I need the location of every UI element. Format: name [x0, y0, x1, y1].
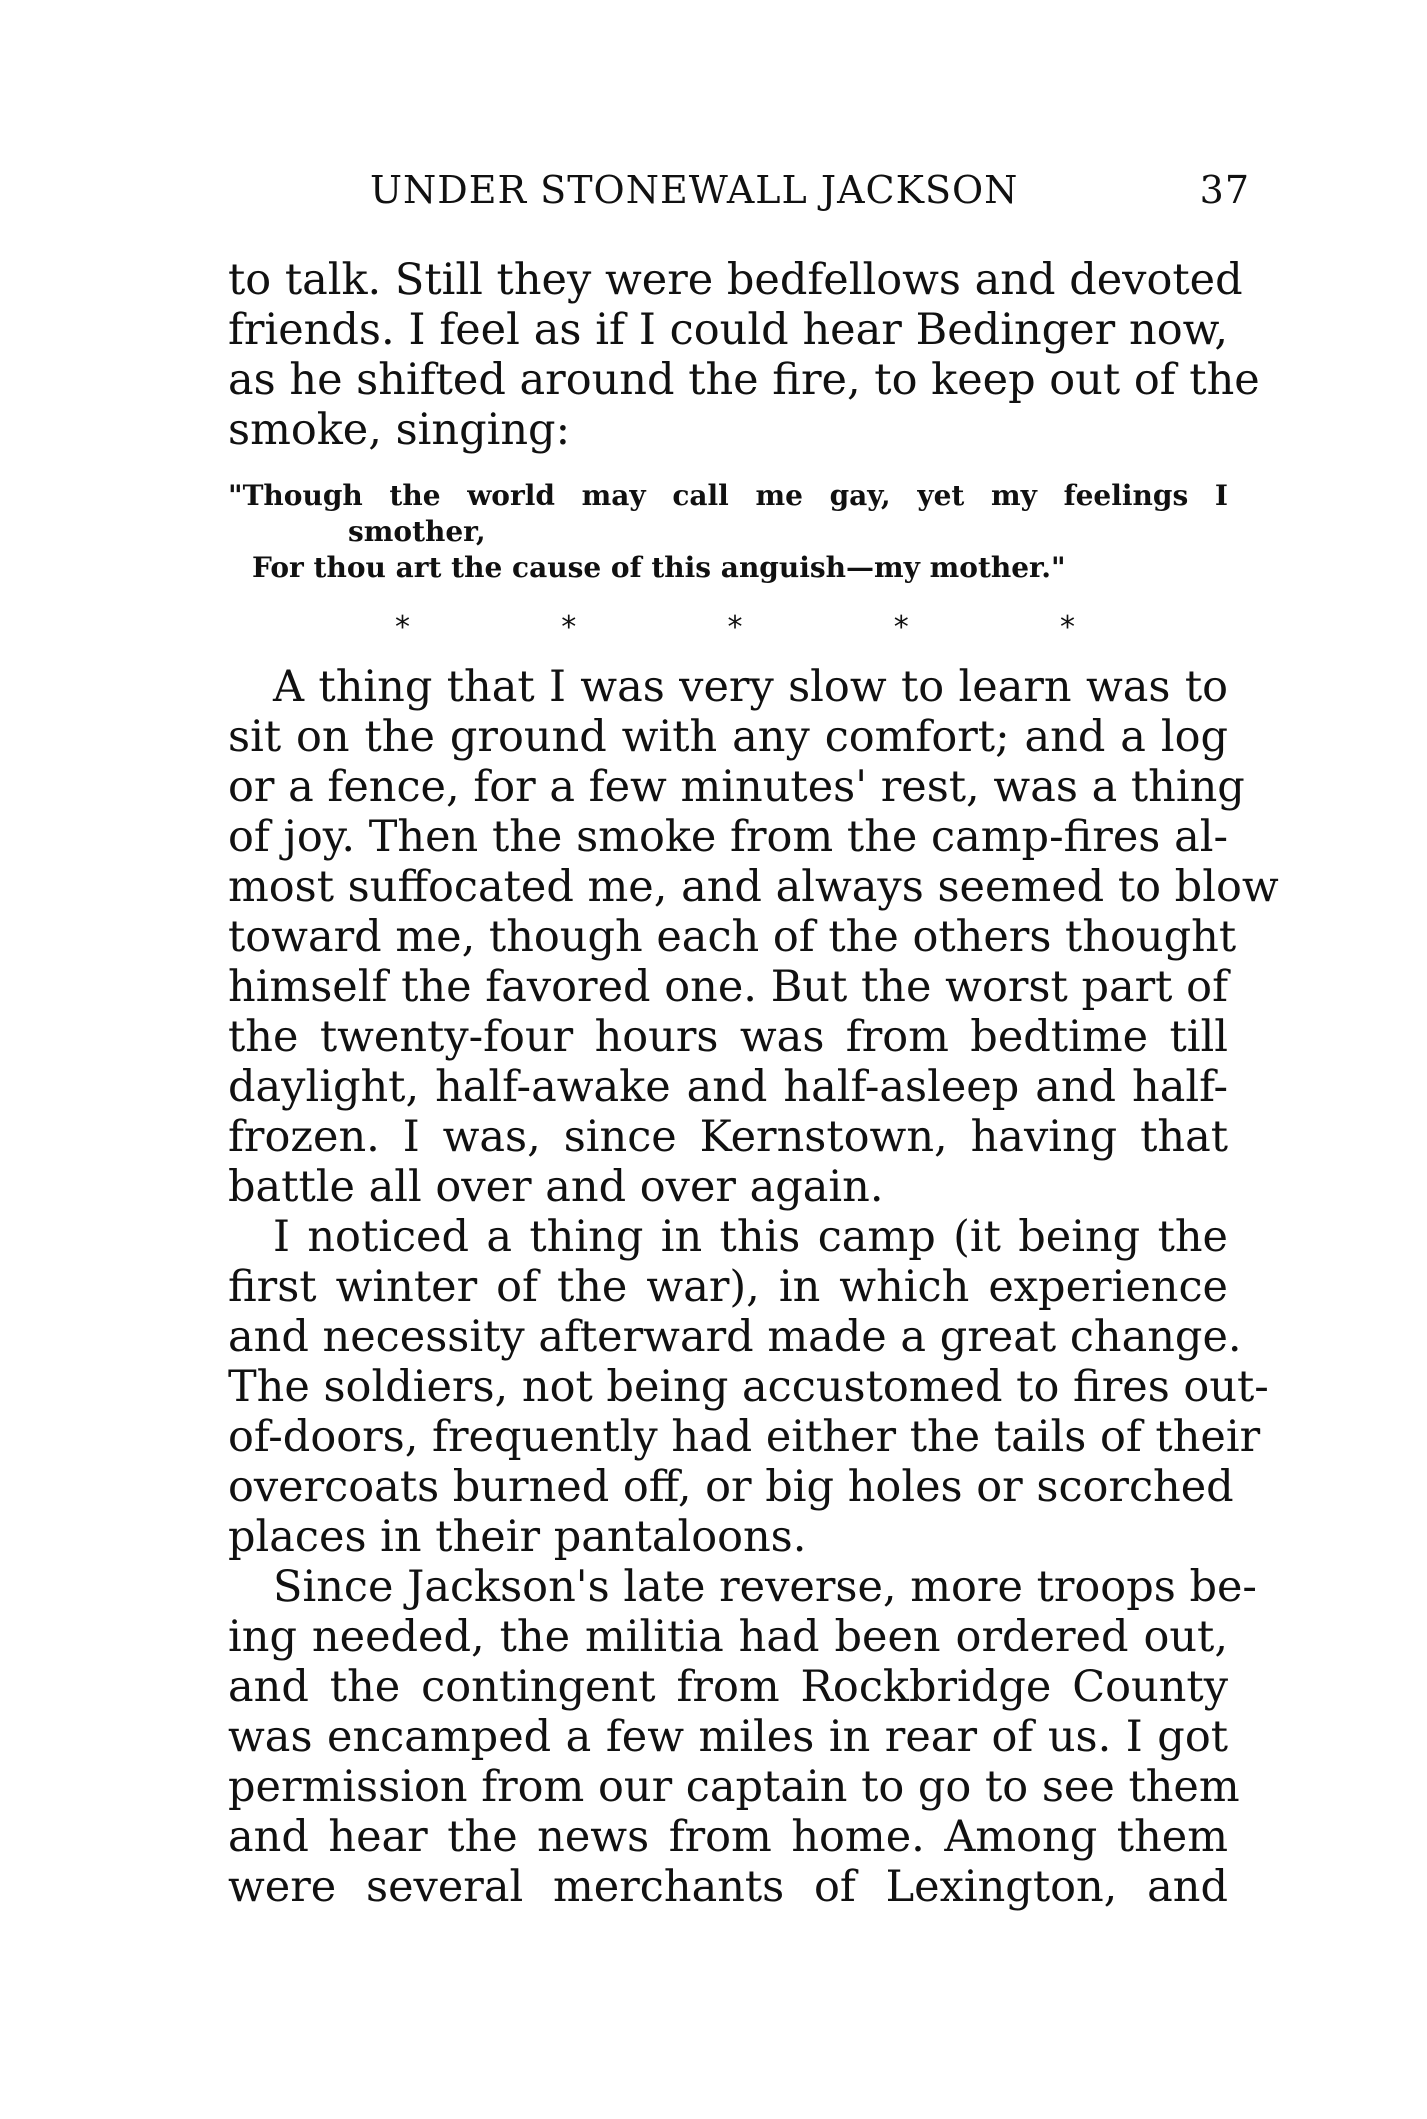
paragraph-4 — [228, 1562, 1257, 1912]
asterisk: * — [395, 610, 410, 645]
text-line: sit on the ground with any comfort; and a log — [228, 712, 1228, 762]
running-header — [370, 168, 1250, 218]
running-title: UNDER STONEWALL JACKSON — [370, 168, 1019, 212]
text-line: first winter of the war), in which experience — [228, 1262, 1228, 1312]
verse-line-continuation: smother, — [348, 515, 486, 548]
text-line: or a fence, for a few minutes' rest, was a thing — [228, 762, 1245, 812]
text-line: frozen. I was, since Kernstown, having that — [228, 1112, 1228, 1162]
text-line: of joy. Then the smoke from the camp-fires al- — [228, 812, 1228, 862]
text-line: of-doors, frequently had either the tails of their — [228, 1412, 1261, 1462]
text-line: were several merchants of Lexington, and — [228, 1862, 1228, 1912]
verse-line: "Though the world may call me gay, yet my feelings I — [228, 479, 1228, 512]
text-line: and necessity afterward made a great change. — [228, 1312, 1242, 1362]
text-line: I noticed a thing in this camp (it being the — [273, 1212, 1228, 1262]
text-line: was encamped a few miles in rear of us. I got — [228, 1712, 1228, 1762]
page-number: 37 — [1199, 168, 1250, 212]
text-line: most suffocated me, and always seemed to blow — [228, 862, 1279, 912]
paragraph-2 — [228, 662, 1279, 1212]
paragraph-3 — [228, 1212, 1269, 1562]
verse-quotation — [228, 478, 1228, 586]
paragraph-1 — [228, 255, 1260, 455]
text-line: overcoats burned off, or big holes or scorched — [228, 1462, 1234, 1512]
asterisk: * — [893, 610, 909, 645]
text-line: ing needed, the militia had been ordered out, — [228, 1612, 1228, 1662]
text-line: as he shifted around the fire, to keep out of the — [228, 355, 1260, 405]
text-line: A thing that I was very slow to learn was to — [273, 662, 1228, 712]
text-line: permission from our captain to go to see them — [228, 1762, 1240, 1812]
text-line: battle all over and over again. — [228, 1162, 884, 1212]
text-line: toward me, though each of the others thought — [228, 912, 1237, 962]
asterisk: * — [727, 610, 743, 645]
text-line: The soldiers, not being accustomed to fires out- — [228, 1362, 1269, 1412]
text-line: Since Jackson's late reverse, more troops be- — [273, 1562, 1257, 1612]
text-line: smoke, singing: — [228, 405, 571, 455]
text-line: himself the favored one. But the worst part of — [228, 962, 1228, 1012]
asterisk: * — [1060, 610, 1075, 645]
section-break-asterism — [395, 610, 1075, 645]
asterisk: * — [561, 610, 577, 645]
text-line: to talk. Still they were bedfellows and devoted — [228, 255, 1243, 305]
text-line: places in their pantaloons. — [228, 1512, 807, 1562]
text-line: friends. I feel as if I could hear Bedinger now, — [228, 305, 1228, 355]
text-line: and the contingent from Rockbridge County — [228, 1662, 1228, 1712]
text-line: the twenty-four hours was from bedtime till — [228, 1012, 1228, 1062]
text-line: and hear the news from home. Among them — [228, 1812, 1228, 1862]
verse-line: For thou art the cause of this anguish—my mother." — [252, 551, 1066, 584]
text-line: daylight, half-awake and half-asleep and half- — [228, 1062, 1228, 1112]
